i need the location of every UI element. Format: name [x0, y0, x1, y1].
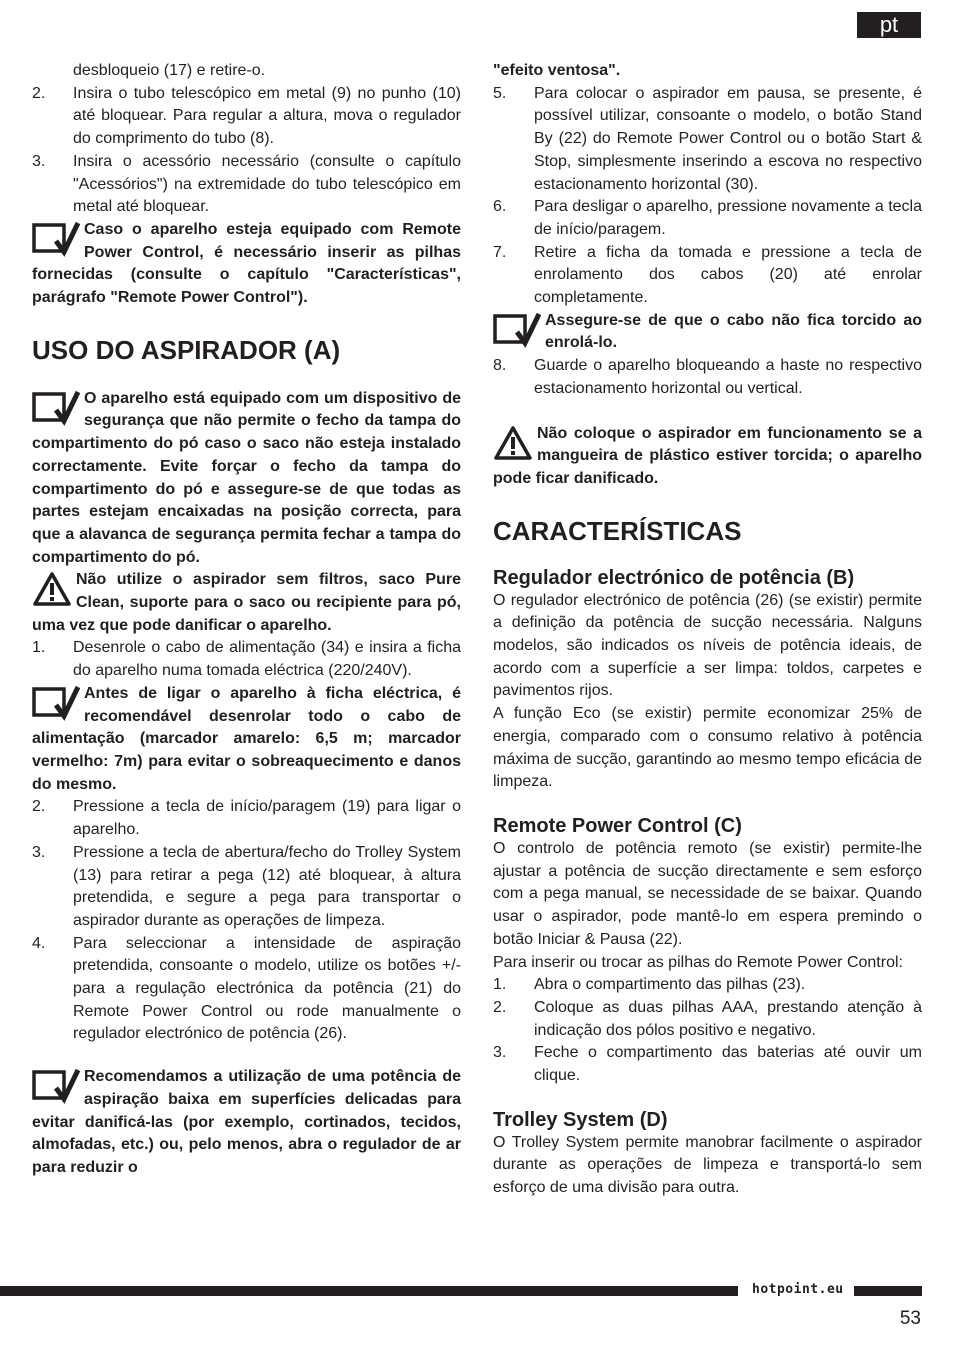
- list-item: [493, 997, 922, 1042]
- checkmark-note-icon: [32, 685, 84, 725]
- subsection-title: Trolley System (D): [493, 1108, 668, 1131]
- warning-text: Não utilize o aspirador sem filtros, saco Pure Clean, suporte para o saco ou recipiente para pó, uma vez que pode danificar o aparelho.: [32, 571, 461, 634]
- brand-url: hotpoint.eu: [752, 1282, 844, 1297]
- item-number: 5.: [493, 84, 507, 102]
- warning-text: Não coloque o aspirador em funcionamento se a mangueira de plástico estiver torcida; o aparelho pode ficar danificado.: [493, 424, 922, 487]
- paragraph: A função Eco (se existir) permite economizar 25% de energia, comparado com o consumo relativo à potência máxima de sucção, garantindo ao mesmo tempo eficácia de limpeza.: [493, 705, 922, 791]
- item-number: 3.: [32, 843, 46, 861]
- checkmark-note-icon: [32, 390, 84, 430]
- section-heading: CARACTERÍSTICAS: [493, 515, 742, 546]
- warning-triangle-icon: [32, 571, 76, 611]
- left-column: [32, 60, 461, 1180]
- checkmark-note-icon: [493, 312, 545, 352]
- list-item: [32, 637, 461, 682]
- item-text: Pressione a tecla de abertura/fecho do Trolley System (13) para retirar a pega (12) até bloquear, à altura pretendida, e segure a pega para transportar o aspirador durante as operações de limpeza.: [73, 843, 461, 929]
- note-text: Recomendamos a utilização de uma potência de aspiração baixa em superfícies delicadas para evitar danificá-las (por exemplo, cortinados, tecidos, almofadas, etc.) ou, pelo menos, abra o regulador de ar para reduzir o: [32, 1068, 461, 1176]
- item-text: Insira o tubo telescópico em metal (9) no punho (10) até bloquear. Para regular a altura, mova o regulador do comprimento do tubo (8).: [73, 84, 461, 148]
- item-number: 4.: [32, 934, 46, 952]
- list-item: [493, 83, 922, 197]
- item-number: 2.: [32, 84, 46, 102]
- item-number: 6.: [493, 198, 507, 216]
- list-item: [493, 242, 922, 310]
- info-note: [32, 219, 461, 310]
- right-column: [493, 60, 922, 1200]
- note-text: O aparelho está equipado com um dispositivo de segurança que não permite o fecho da tampa do compartimento do pó caso o saco não esteja instalado correctamente. Evite forçar o fecho da tampa do compartimento do pó e assegure-se de que todas as partes estejam encaixadas na posição correcta, para que a alavanca de segurança permita fechar a tampa do compartimento do pó.: [32, 389, 461, 566]
- item-text: Insira o acessório necessário (consulte o capítulo "Acessórios") na extremidade do tubo telescópico em metal até bloquear.: [73, 152, 461, 216]
- subsection-title: Remote Power Control (C): [493, 814, 742, 837]
- list-item: [32, 842, 461, 933]
- item-number: 2.: [493, 998, 507, 1016]
- language-tab: pt: [857, 12, 921, 38]
- list-item: [493, 355, 922, 400]
- page-number: 53: [899, 1308, 921, 1329]
- note-text: Caso o aparelho esteja equipado com Remote Power Control, é necessário inserir as pilhas fornecidas (consulte o capítulo "Características", parágrafo "Remote Power Control").: [32, 220, 461, 307]
- paragraph: Para inserir ou trocar as pilhas do Remote Power Control:: [493, 953, 903, 971]
- list-item: [493, 196, 922, 241]
- item-text: Guarde o aparelho bloqueando a haste no respectivo estacionamento horizontal ou vertical.: [534, 357, 922, 397]
- list-item: [32, 151, 461, 219]
- warning-note: [493, 423, 922, 491]
- item-text: Retire a ficha da tomada e pressione a tecla de enrolamento dos cabos (20) até enrolar completamente.: [534, 243, 922, 307]
- item-number: 1.: [493, 976, 507, 994]
- item-number: 1.: [32, 639, 46, 657]
- paragraph: O controlo de potência remoto (se existir) permite-lhe ajustar a potência de sucção directamente e sem esforço com a pega manual, se necessidade de se baixar. Quando usar o aspirador, pode mantê-lo em espera premindo o botão Iniciar & Pausa (22).: [493, 839, 922, 948]
- paragraph: O Trolley System permite manobrar facilmente o aspirador durante as operações de limpeza e transportá-lo sem esforço de uma divisão para outra.: [493, 1133, 922, 1197]
- paragraph: O regulador electrónico de potência (26) (se existir) permite a definição da potência de sucção necessária. Nalguns modelos, são indicados os níveis de potência ideais, de acordo com a superfície a ser limpa: toldos, carpetes e pavimentos rijos.: [493, 591, 922, 700]
- list-item: [32, 933, 461, 1047]
- info-note: [493, 310, 922, 355]
- list-item: [32, 796, 461, 841]
- checkmark-note-icon: [32, 1068, 84, 1108]
- item-number: 3.: [493, 1044, 507, 1062]
- warning-triangle-icon: [493, 425, 537, 465]
- item-number: 2.: [32, 798, 46, 816]
- item-text: Para colocar o aspirador em pausa, se presente, é possível utilizar, consoante o modelo, o botão Stand By (22) do Remote Power Control ou o botão Start & Stop, simplesmente inserindo a escova no respectivo estacionamento horizontal (30).: [534, 84, 922, 193]
- item-text: Desenrole o cabo de alimentação (34) e insira a ficha do aparelho numa tomada eléctrica (220/240V).: [73, 639, 461, 680]
- subsection-title: Regulador electrónico de potência (B): [493, 566, 855, 589]
- item-number: 7.: [493, 243, 507, 261]
- checkmark-note-icon: [32, 221, 84, 261]
- info-note: [32, 1066, 461, 1180]
- warning-note: [32, 569, 461, 637]
- note-text: Assegure-se de que o cabo não fica torcido ao enrolá-lo.: [545, 311, 922, 352]
- item-number: 3.: [32, 152, 46, 170]
- item-text: Para seleccionar a intensidade de aspiração pretendida, consoante o modelo, utilize os botões +/- para a regulação electrónica da potência (21) do Remote Power Control ou rode manualmente o regulador electrónico de potência (26).: [73, 934, 461, 1043]
- list-item-continued: desbloqueio (17) e retire-o.: [73, 62, 266, 79]
- item-text: Para desligar o aparelho, pressione novamente a tecla de início/paragem.: [534, 198, 922, 238]
- note-text: Antes de ligar o aparelho à ficha eléctrica, é recomendável desenrolar todo o cabo de alimentação (marcador amarelo: 6,5 m; marcador vermelho: 7m) para evitar o sobreaquecimento e danos do mesmo.: [32, 684, 461, 793]
- list-item: [493, 1042, 922, 1087]
- continued-text: "efeito ventosa".: [493, 62, 621, 79]
- item-text: Pressione a tecla de início/paragem (19) para ligar o aparelho.: [73, 798, 461, 839]
- list-item: [493, 974, 922, 997]
- item-number: 8.: [493, 357, 507, 375]
- item-text: Feche o compartimento das baterias até ouvir um clique.: [534, 1044, 922, 1085]
- info-note: [32, 683, 461, 797]
- section-heading: USO DO ASPIRADOR (A): [32, 334, 341, 365]
- info-note: [32, 388, 461, 570]
- item-text: Coloque as duas pilhas AAA, prestando atenção à indicação dos pólos positivo e negativo.: [534, 998, 922, 1039]
- footer-rule: [0, 1286, 738, 1296]
- list-item: [32, 83, 461, 151]
- footer-rule: [854, 1286, 922, 1296]
- item-text: Abra o compartimento das pilhas (23).: [534, 976, 806, 994]
